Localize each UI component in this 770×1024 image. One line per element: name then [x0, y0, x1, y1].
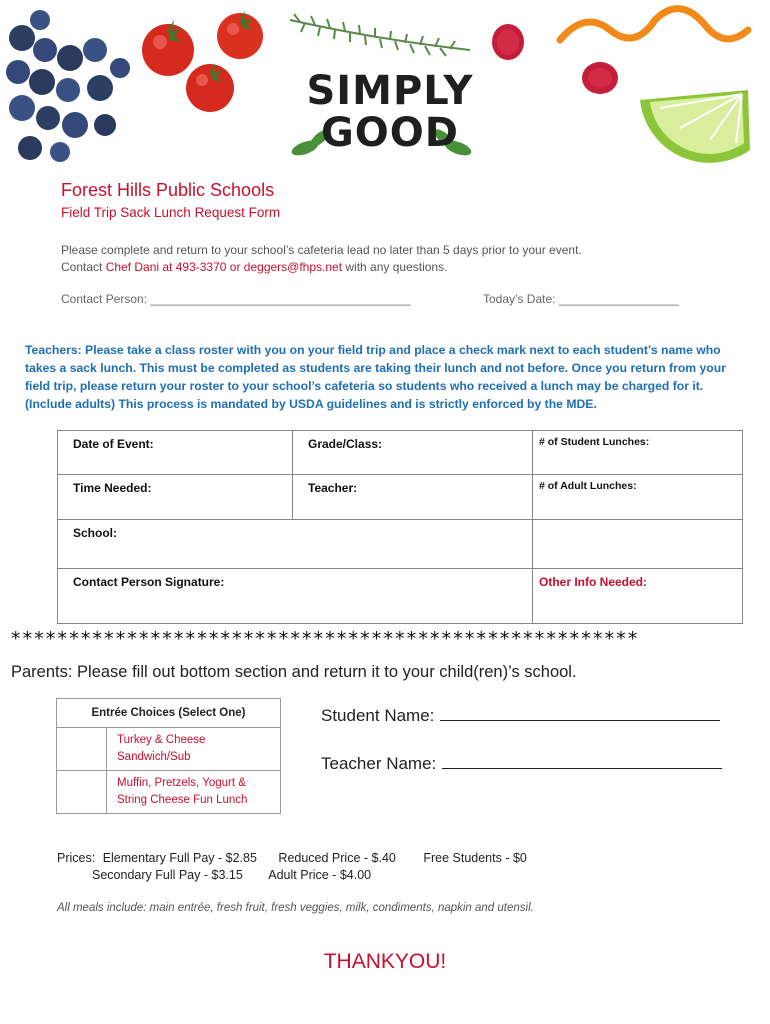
rosemary-icon: [290, 14, 470, 56]
teacher-note: Teachers: Please take a class roster with you on your field trip and place a check mark next to each student’s name who takes a sack lunch. This must be completed as students are taking their lunch and not before. Once you return from your field trip, please return your roster to your school’s cafeteria so students who received a lunch may be charged for it. (Include adults) This process is mandated by USDA guidelines and is strictly enforced by the MDE.: [25, 343, 726, 411]
thank-you: THANKYOU!: [323, 950, 447, 973]
adult-lunches-cell[interactable]: # of Adult Lunches:: [533, 475, 743, 520]
blueberries-icon: [6, 10, 130, 162]
simply-good-logo: [300, 70, 480, 154]
entree-header: Entrée Choices (Select One): [57, 699, 281, 728]
contact-details: Chef Dani at 493-3370 or deggers@fhps.net: [105, 260, 343, 274]
raspberry-icon: [492, 24, 618, 94]
entree-table: [56, 698, 281, 814]
meals-note: All meals include: main entrée, fresh fruit, fresh veggies, milk, condiments, napkin and utensil.: [57, 902, 534, 914]
entree-option-1-line-2: Sandwich/Sub: [117, 751, 191, 763]
logo-line-1: SIMPLY: [306, 68, 474, 114]
contact-suffix: with any questions.: [342, 260, 448, 274]
prices: [57, 850, 527, 884]
date-of-event-cell[interactable]: Date of Event:: [58, 431, 293, 475]
logo-line-2: GOOD: [320, 110, 460, 156]
prices-label: Prices:: [57, 851, 96, 865]
entree-checkbox-1[interactable]: [57, 728, 107, 771]
grade-class-cell[interactable]: Grade/Class:: [293, 431, 533, 475]
student-name-label: Student Name:: [321, 706, 435, 725]
other-info-cell[interactable]: Other Info Needed:: [533, 569, 743, 624]
entree-option-1: [107, 728, 281, 771]
teacher-name-field[interactable]: [321, 753, 722, 774]
student-name-line[interactable]: [440, 705, 720, 721]
instructions-line-1: Please complete and return to your school’s cafeteria lead no later than 5 days prior to your event.: [61, 243, 582, 257]
tomato-icon: [142, 11, 263, 112]
divider-stars: ******************************************************: [10, 628, 639, 650]
price-reduced: Reduced Price - $.40: [278, 851, 396, 865]
contact-prefix: Contact: [61, 260, 106, 274]
entree-option-1-line-1: Turkey & Cheese: [117, 734, 206, 746]
price-secondary: Secondary Full Pay - $3.15: [92, 868, 243, 882]
instructions-line-2: [61, 259, 582, 276]
entree-option-2-line-1: Muffin, Pretzels, Yogurt &: [117, 777, 246, 789]
orange-peel-icon: [560, 9, 748, 40]
contact-signature-cell[interactable]: Contact Person Signature:: [58, 569, 533, 624]
event-table: [57, 430, 743, 624]
teacher-name-label: Teacher Name:: [321, 754, 437, 773]
student-name-field[interactable]: [321, 705, 720, 726]
instructions: [61, 242, 582, 276]
student-lunches-cell[interactable]: # of Student Lunches:: [533, 431, 743, 475]
school-cell[interactable]: School:: [58, 520, 533, 569]
parents-note: Parents: Please fill out bottom section and return it to your child(ren)’s school.: [11, 663, 577, 681]
entree-option-2-line-2: String Cheese Fun Lunch: [117, 794, 248, 806]
teacher-name-line[interactable]: [442, 753, 722, 769]
school-extra-cell[interactable]: [533, 520, 743, 569]
form-title: Field Trip Sack Lunch Request Form: [61, 205, 281, 220]
time-needed-cell[interactable]: Time Needed:: [58, 475, 293, 520]
organization-title: Forest Hills Public Schools: [61, 180, 275, 200]
lime-slice-icon: [640, 90, 750, 163]
entree-checkbox-2[interactable]: [57, 771, 107, 814]
price-adult: Adult Price - $4.00: [268, 868, 372, 882]
teacher-cell[interactable]: Teacher:: [293, 475, 533, 520]
todays-date-field[interactable]: Today’s Date: __________________: [483, 292, 679, 306]
contact-person-field[interactable]: Contact Person: _______________________________________: [61, 292, 411, 306]
contact-row: [61, 292, 701, 306]
entree-option-2: [107, 771, 281, 814]
price-elementary: Elementary Full Pay - $2.85: [102, 851, 257, 865]
price-free: Free Students - $0: [423, 851, 527, 865]
